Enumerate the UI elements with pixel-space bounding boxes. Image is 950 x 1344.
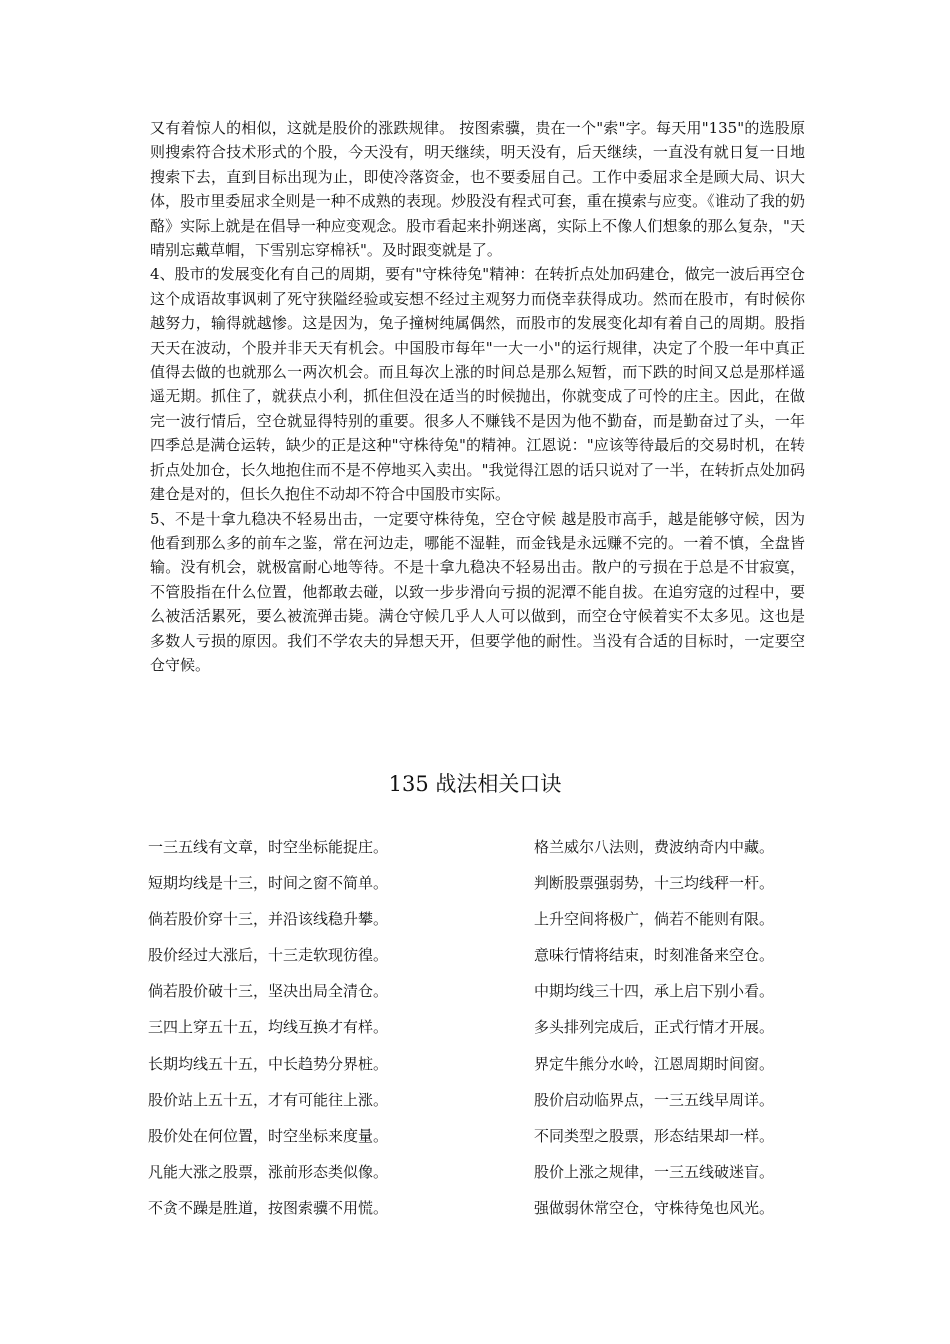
verse-left: 股价处在何位置，时空坐标来度量。 bbox=[148, 1126, 389, 1145]
verse-left: 不贪不躁是胜道，按图索骥不用慌。 bbox=[148, 1198, 389, 1217]
verse-right: 界定牛熊分水岭，江恩周期时间窗。 bbox=[534, 1054, 775, 1073]
verse-left: 短期均线是十三，时间之窗不简单。 bbox=[148, 874, 389, 893]
verse-row bbox=[148, 872, 808, 908]
verse-row bbox=[148, 980, 808, 1016]
verse-row bbox=[148, 1161, 808, 1197]
verse-left: 凡能大涨之股票，涨前形态类似像。 bbox=[148, 1162, 389, 1181]
verse-row bbox=[148, 1016, 808, 1052]
verse-row bbox=[148, 1053, 808, 1089]
verse-right: 强做弱休常空仓，守株待兔也风光。 bbox=[534, 1198, 775, 1217]
verse-right: 多头排列完成后，正式行情才开展。 bbox=[534, 1018, 775, 1037]
verse-left: 三四上穿五十五，均线互换才有样。 bbox=[148, 1018, 389, 1037]
verse-right: 判断股票强弱势，十三均线秤一杆。 bbox=[534, 874, 775, 893]
verse-row bbox=[148, 944, 808, 980]
verse-right: 格兰威尔八法则，费波纳奇内中藏。 bbox=[534, 838, 775, 856]
verse-row bbox=[148, 1089, 808, 1125]
verse-left: 股价经过大涨后，十三走软现彷徨。 bbox=[148, 946, 389, 965]
verse-right: 中期均线三十四，承上启下别小看。 bbox=[534, 982, 775, 1001]
verse-right: 上升空间将极广，倘若不能则有限。 bbox=[534, 910, 775, 929]
verse-left: 倘若股价破十三，坚决出局全清仓。 bbox=[148, 982, 389, 1001]
verse-left: 股价站上五十五，才有可能往上涨。 bbox=[148, 1090, 389, 1109]
verse-row bbox=[148, 908, 808, 944]
verse-left: 一三五线有文章，时空坐标能捉庄。 bbox=[148, 838, 389, 856]
body-text bbox=[150, 116, 805, 677]
verse-row bbox=[148, 836, 808, 872]
verse-row bbox=[148, 1197, 808, 1233]
verse-right: 不同类型之股票，形态结果却一样。 bbox=[534, 1126, 775, 1145]
verse-right: 股价上涨之规律，一三五线破迷盲。 bbox=[534, 1162, 775, 1181]
verse-row bbox=[148, 1125, 808, 1161]
verse-right: 意味行情将结束，时刻准备来空仓。 bbox=[534, 946, 775, 965]
verse-right: 股价启动临界点，一三五线早周详。 bbox=[534, 1090, 775, 1109]
paragraph-price-pattern: 又有着惊人的相似，这就是股价的涨跌规律。 按图索骥，贵在一个"索"字。每天用"135"的选股原则搜索符合技术形式的个股，今天没有，明天继续，明天没有，后天继续，一直没有就日复一日地搜索下去，直到目标出现为止，即使冷落资金，也不要委屈自己。工作中委屈求全是顾大局、识大体，股市里委屈求全则是一种不成熟的表现。炒股没有程式可套，重在摸索与应变。《谁动了我的奶酪》实际上就是在倡导一种应变观念。股市看起来扑朔迷离，实际上不像人们想象的那么复杂，"天晴别忘戴草帽，下雪别忘穿棉袄"。及时跟变就是了。 bbox=[150, 119, 805, 260]
verse-left: 长期均线五十五，中长趋势分界桩。 bbox=[148, 1054, 389, 1073]
paragraph-4-waiting-rabbit: 4、股市的发展变化有自己的周期，要有"守株待兔"精神：在转折点处加码建仓，做完一波后再空仓 这个成语故事讽刺了死守狭隘经验或妄想不经过主观努力而侥幸获得成功。然而在股市，有时候你越努力，输得就越惨。这是因为，兔子撞树纯属偶然，而股市的发展变化却有着自己的周期。股指天天在波动，个股并非天天有机会。中国股市每年"一大一小"的运行规律，决定了个股一年中真正值得去做的也就那么一两次机会。而且每次上涨的时间总是那么短暂，而下跌的时间又总是那样遥遥无期。抓住了，就获点小利，抓住但没在适当的时候抛出，你就变成了可怜的庄主。因此，在做完一波行情后，空仓就显得特别的重要。很多人不赚钱不是因为他不勤奋，而是勤奋过了头，一年四季总是满仓运转，缺少的正是这种"守株待兔"的精神。江恩说："应该等待最后的交易时机，在转折点处加仓，长久地抱住而不是不停地买入卖出。"我觉得江恩的话只说对了一半，在转折点处加码建仓是对的，但长久抱住不动却不符合中国股市实际。 bbox=[150, 265, 805, 504]
paragraph-5-stay-empty: 5、不是十拿九稳决不轻易出击，一定要守株待兔，空仓守候 越是股市高手，越是能够守候，因为他看到那么多的前车之鉴，常在河边走，哪能不湿鞋，而金钱是永远赚不完的。一着不慎，全盘皆输。没有机会，就极富耐心地等待。不是十拿九稳决不轻易出击。散户的亏损在于总是不甘寂寞，不管股指在什么位置，他都敢去碰，以致一步步滑向亏损的泥潭不能自拔。在追穷寇的过程中，要么被活活累死，要么被流弹击毙。满仓守候几乎人人可以做到，而空仓守候着实不太多见。这也是多数人亏损的原因。我们不学农夫的异想天开，但要学他的耐性。当没有合适的目标时，一定要空仓守候。 bbox=[150, 509, 805, 674]
verse-list bbox=[148, 836, 808, 1233]
verse-left: 倘若股价穿十三，并沿该线稳升攀。 bbox=[148, 910, 389, 929]
section-heading: 135 战法相关口诀 bbox=[388, 772, 562, 796]
